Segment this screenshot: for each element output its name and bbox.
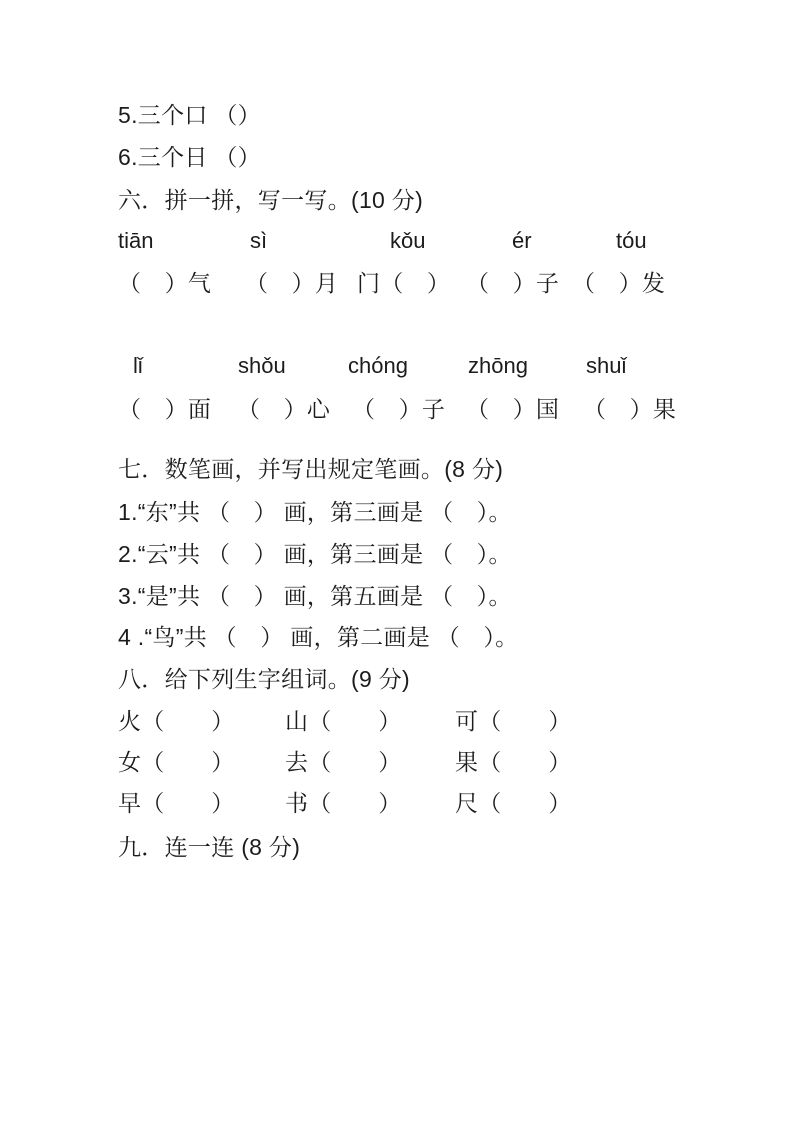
word-item: 山（ ） — [285, 708, 402, 734]
blank-row-2 — [0, 395, 793, 427]
pinyin-row-2 — [0, 353, 793, 385]
stroke-question-4: 4 .“鸟”共 （ ） 画，第二画是 （ ）。 — [118, 624, 519, 650]
pinyin-syllable: tiān — [118, 228, 154, 253]
word-row-1 — [0, 707, 793, 739]
fill-blank-item: （ ）面 — [118, 396, 212, 422]
pinyin-syllable: kǒu — [390, 228, 426, 253]
word-item: 去（ ） — [285, 749, 402, 775]
fill-blank-item: （ ）心 — [237, 396, 331, 422]
stroke-question-2: 2.“云”共 （ ） 画，第三画是 （ ）。 — [118, 541, 512, 567]
word-item: 书（ ） — [285, 790, 402, 816]
pinyin-syllable: lǐ — [133, 353, 143, 378]
fill-blank-item: （ ）子 — [352, 396, 446, 422]
fill-blank-item: （ ）发 — [572, 270, 666, 296]
pinyin-syllable: sì — [250, 228, 268, 253]
question-6: 6.三个日 （） — [118, 144, 261, 170]
section-6-title: 六．拼一拼，写一写。(10 分) — [118, 187, 424, 213]
pinyin-syllable: chóng — [348, 353, 408, 378]
section-8-title: 八．给下列生字组词。(9 分) — [118, 666, 410, 692]
word-item: 可（ ） — [455, 708, 572, 734]
word-item: 早（ ） — [118, 790, 235, 816]
fill-blank-item: 门（ ） — [357, 270, 451, 296]
word-item: 尺（ ） — [455, 790, 572, 816]
pinyin-row-1 — [0, 228, 793, 260]
section-7-title: 七．数笔画，并写出规定笔画。(8 分) — [118, 456, 504, 482]
word-item: 女（ ） — [118, 749, 235, 775]
fill-blank-item: （ ）月 — [245, 270, 339, 296]
pinyin-syllable: shǒu — [238, 353, 286, 378]
pinyin-syllable: ér — [512, 228, 532, 253]
fill-blank-item: （ ）国 — [466, 396, 560, 422]
word-row-3 — [0, 789, 793, 821]
fill-blank-item: （ ）气 — [118, 270, 212, 296]
word-item: 果（ ） — [455, 749, 572, 775]
question-5: 5.三个口 （） — [118, 102, 261, 128]
pinyin-syllable: shuǐ — [586, 353, 627, 378]
section-9-title: 九．连一连 (8 分) — [118, 834, 301, 860]
pinyin-syllable: zhōng — [468, 353, 528, 378]
fill-blank-item: （ ）果 — [583, 396, 677, 422]
word-row-2 — [0, 748, 793, 780]
stroke-question-3: 3.“是”共 （ ） 画，第五画是 （ ）。 — [118, 583, 512, 609]
word-item: 火（ ） — [118, 708, 235, 734]
fill-blank-item: （ ）子 — [466, 270, 560, 296]
blank-row-1 — [0, 269, 793, 301]
pinyin-syllable: tóu — [616, 228, 647, 253]
stroke-question-1: 1.“东”共 （ ） 画，第三画是 （ ）。 — [118, 499, 512, 525]
